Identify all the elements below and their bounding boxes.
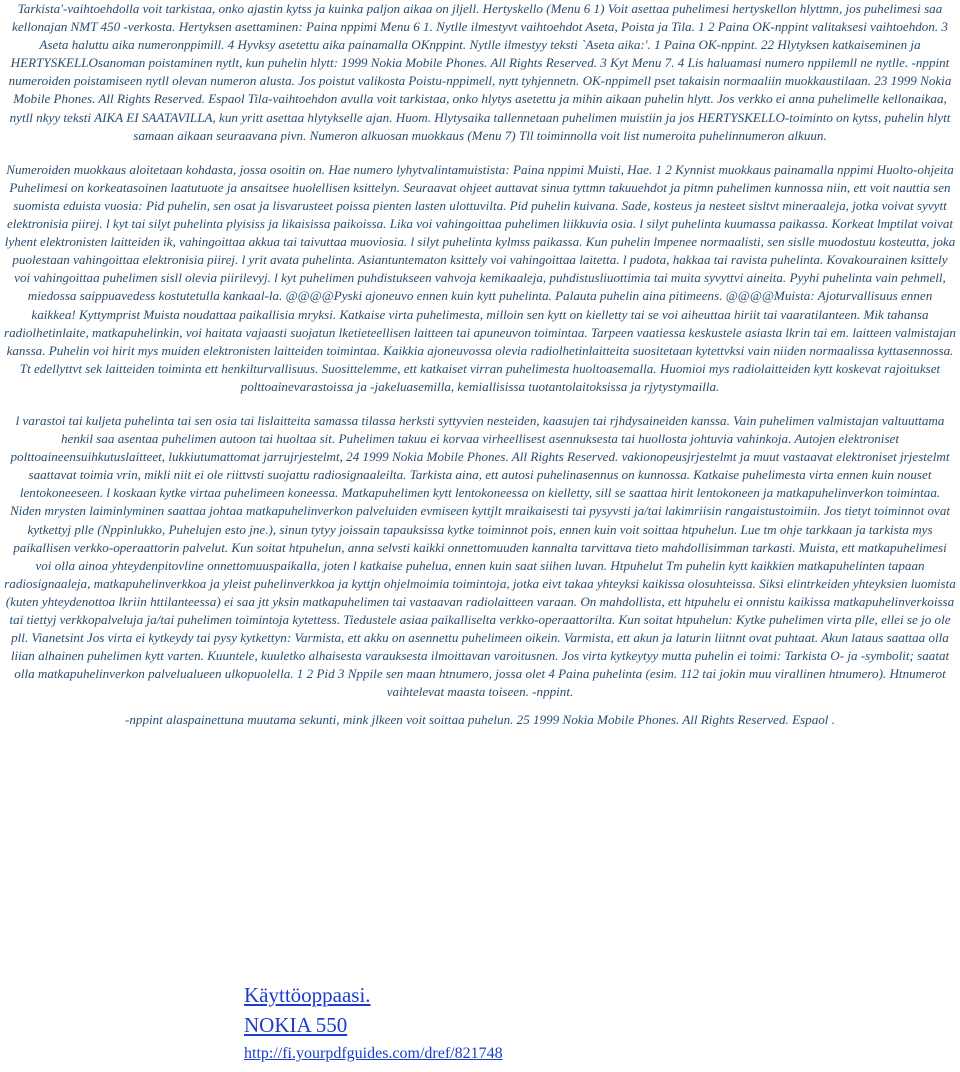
source-url-link[interactable]: http://fi.yourpdfguides.com/dref/821748 xyxy=(244,1045,503,1062)
footer-links xyxy=(244,980,503,1066)
manual-link[interactable]: Käyttöoppaasi. xyxy=(244,983,371,1007)
paragraph-alarm-clock: Tarkista'-vaihtoehdolla voit tarkistaa, onko ajastin kytss ja kuinka paljon aikaa on jljell. Hertyskello (Menu 6 1) Voit asettaa puhelimesi hertyskellon hlyttmn, jos puhelimesi saa kellonajan NMT 450 -verkosta. Hertyksen asettaminen: Paina nppimi Menu 6 1. Nytlle ilmestyvt vaihtoehdot Aseta, Poista ja Tila. 1 2 Paina OK-nppint valitaksesi vaihtoehdon. 3 Aseta haluttu aika numeronppimill. 4 Hyvksy asetettu aika painamalla OKnppint. Nytlle ilmestyy teksti `Aseta aika:'. 1 Paina OK-nppint. 22 Hlytyksen katkaiseminen ja HERTYSKELLOsanoman poistaminen nytlt, kun puhelin hlytt: 1999 Nokia Mobile Phones. All Rights Reserved. 3 Kyt Menu 7. 4 Lis haluamasi numero nppilemll ne nytlle. -nppint numeroiden poistamiseen nytll olevan numeron alusta. Jos poistut valikosta Poistu-nppimell, nytt tyhjennetn. OK-nppimell pset takaisin normaaliin muokkaustilaan. 23 1999 Nokia Mobile Phones. All Rights Reserved. Espaol Tila-vaihtoehdon avulla voit tarkistaa, onko hlytys asetettu ja mihin aikaan puhelin hlytt. Jos verkko ei anna puhelimelle kellonaikaa, nytll nkyy teksti AIKA EI SAATAVILLA, kun yritt asettaa hlytykselle ajan. Huom. Hlytysaika tallennetaan puhelimen muistiin ja jos HERTYSKELLO-toiminto on kytss, puhelin hlytt samaan aikaan seuraavana pivn. Numeron alkuosan muokkaus (Menu 7) Tll toiminnolla voit list numeroita puhelinnumeron alkuun. xyxy=(8,1,952,143)
paragraph-safety-emergency: l varastoi tai kuljeta puhelinta tai sen osia tai lislaitteita samassa tilassa herksti syttyvien nesteiden, kaasujen tai rjhdysaineiden kanssa. Vain puhelimen valmistajan valtuuttama henkil saa asentaa puhelimen autoon tai huoltaa sit. Puhelimen takuu ei korvaa virheellisest asennuksesta tai huollosta johtuvia vahinkoja. Autojen elektroniset polttoaineensuihkutuslaitteet, lukkiutumattomat jarrujrjestelmt, 24 1999 Nokia Mobile Phones. All Rights Reserved. vakionopeusjrjestelmt ja muut vastaavat elektroniset jrjestelmt saattavat toimia vrin, mikli niit ei ole riittvsti suojattu radiosignaaleilta. Tarkista aina, ett autosi puhelinasennus on kunnossa. Katkaise puhelimesta virta ennen kuin nouset lentokoneeseen. l koskaan kytke virtaa puhelimeen koneessa. Matkapuhelimen kytt lentokoneessa on kielletty, sill se saattaa hirit lentokoneen ja matkapuhelinverkon toimintaa. Niden mrysten laiminlyminen saattaa johtaa matkapuhelinverkon palveluiden evmiseen kyttjlt mraikaisesti tai pysyvsti ja/tai lakimriisin rangaistustoimiin. Jos tietyt toiminnot ovat kytkettyj plle (Nppinlukko, Puhelujen esto jne.), sinun tytyy joissain tapauksissa kytke toiminnot pois, ennen kuin voit soittaa htpuhelun. Lue tm ohje tarkkaan ja tarkista mys paikallisen verkko-operaattorin palvelut. Kun soitat htpuhelun, anna selvsti kaikki onnettomuuden kannalta tarvittava tieto mahdollisimman tarkasti. Muista, ett matkapuhelimesi voi olla ainoa yhteydenpitovline onnettomuuspaikalla, joten l katkaise puhelua, ennen kuin saat siihen luvan. Htpuhelut Tm puhelin kytt kaikkien matkapuhelinten tapaan radiosignaaleja, matkapuhelinverkkoa ja yleist puhelinverkkoa ja kyttjn ohjelmoimia toimintoja, jotka eivt takaa yhteyksi kaikissa olosuhteissa. Siksi elintrkeiden yhteyksien luomista (kuten yhteydenottoa lkriin httilanteessa) ei saa jtt yksin matkapuhelimen tai vastaavan radiolaitteen varaan. On mahdollista, ett htpuhelu ei onnistu kaikissa matkapuhelinverkoissa tai tiettyj verkkopalveluja ja/tai puhelimen toimintoja kytettess. Tiedustele asiaa paikalliselta verkko-operaattorilta. Kun soitat htpuhelun: Kytke puhelimen virta plle, ellei se jo ole pll. Vianetsint Jos virta ei kytkeydy tai pysy kytkettyn: Varmista, ett akku on asennettu puhelimeen oikein. Varmista, ett akun ja laturin liitnnt ovat puhtaat. Akun lataus saattaa olla liian alhainen puhelimen kytt varten. Kuuntele, kuuletko alhaisesta varauksesta ilmoittavan varoitusnen. Jos virta kytkeytyy mutta puhelin ei toimi: Tarkista O- ja -symbolit; saatat olla matkapuhelinverkon palvelualueen ulkopuolella. 1 2 Pid 3 Nppile sen maan htnumero, jossa olet 4 Paina puhelinta (esim. 112 tai jokin muu virallinen htnumero). Htnumerot vaihtelevat maasta toiseen. -nppint. xyxy=(4,412,956,700)
paragraph-final: -nppint alaspainettuna muutama sekunti, mink jlkeen voit soittaa puhelun. 25 1999 Nokia Mobile Phones. All Rights Reserved. Espaol . xyxy=(125,712,835,728)
model-link[interactable]: NOKIA 550 xyxy=(244,1013,348,1037)
paragraph-care-instructions: Numeroiden muokkaus aloitetaan kohdasta, jossa osoitin on. Hae numero lyhytvalintamuistista: Paina nppimi Muisti, Hae. 1 2 Kynnist muokkaus painamalla nppimi Huolto-ohjeita Puhelimesi on korkeatasoinen laatutuote ja ansaitsee huolellisen ksittelyn. Seuraavat ohjeet auttavat sinua tyttmn takuuehdot ja pitmn puhelimen kunnossa niin, ett voit nauttia sen suomista eduista vuosia: Pid puhelin, sen osat ja lisvarusteet poissa pienten lasten ulottuvilta. Pid puhelin kuivana. Sade, kosteus ja nesteet sisltvt mineraaleja, jotka voivat syvytt elektronisia piirej. l kyt tai silyt puhelinta plyisiss ja likaisissa paikoissa. Lika voi vahingoittaa puhelimen liikkuvia osia. l silyt puhelinta kuumassa paikassa. Korkeat lmptilat voivat lyhent elektronisten laitteiden ik, vahingoittaa akkua tai taivuttaa muoviosia. l silyt puhelinta kylmss paikassa. Kun puhelin lmpenee normaalisti, sen sislle muodostuu kosteutta, joka puolestaan vahingoittaa elektronisia piirej. l yrit avata puhelinta. Asiantuntematon ksittely voi vahingoittaa laitetta. l pudota, hakkaa tai ravista puhelinta. Kovakourainen ksittely voi vahingoittaa puhelimen sisll olevia piirilevyj. l kyt puhelimen puhdistukseen vahvoja kemikaaleja, puhdistusliuottimia tai muita syvyttvi aineita. Pyyhi puhelinta vain pehmell, miedossa saippuavedess kostutetulla kankaal-la. @@@@Pyski ajoneuvo ennen kuin kytt puhelinta. Palauta puhelin aina pitimeens. @@@@Muista: Ajoturvallisuus ennen kaikkea! Kyttymprist Muista noudattaa paikallisia mryksi. Katkaise virta puhelimesta, milloin sen kytt on kielletty tai se voi aiheuttaa hiriit tai vaaratilanteen. Mik tahansa radiolhetinlaite, matkapuhelinkin, voi haitata vajaasti suojatun lketieteellisen laitteen tai apuneuvon toimintaa. Tarpeen vaatiessa keskustele asiasta lkrin tai em. laitteen valmistajan kanssa. Puhelin voi hirit mys muiden elektronisten laitteiden toimintaa. Kaikkia ajoneuvossa olevia radiolhetinlaitteita suositetaan kytettvksi vain niiden normaalissa kyttasennossa. Tt edellyttvt sek laitteiden toiminta ett henkilturvallisuus. Suosittelemme, ett katkaiset virran puhelimesta huoltoasemalla. Huomioi mys radiolaitteiden kytt koskevat rajoitukset polttoainevarastoissa ja -jakeluasemilla, kemiallisissa tuotantolaitoksissa ja rjytystymailla. xyxy=(4,161,956,394)
